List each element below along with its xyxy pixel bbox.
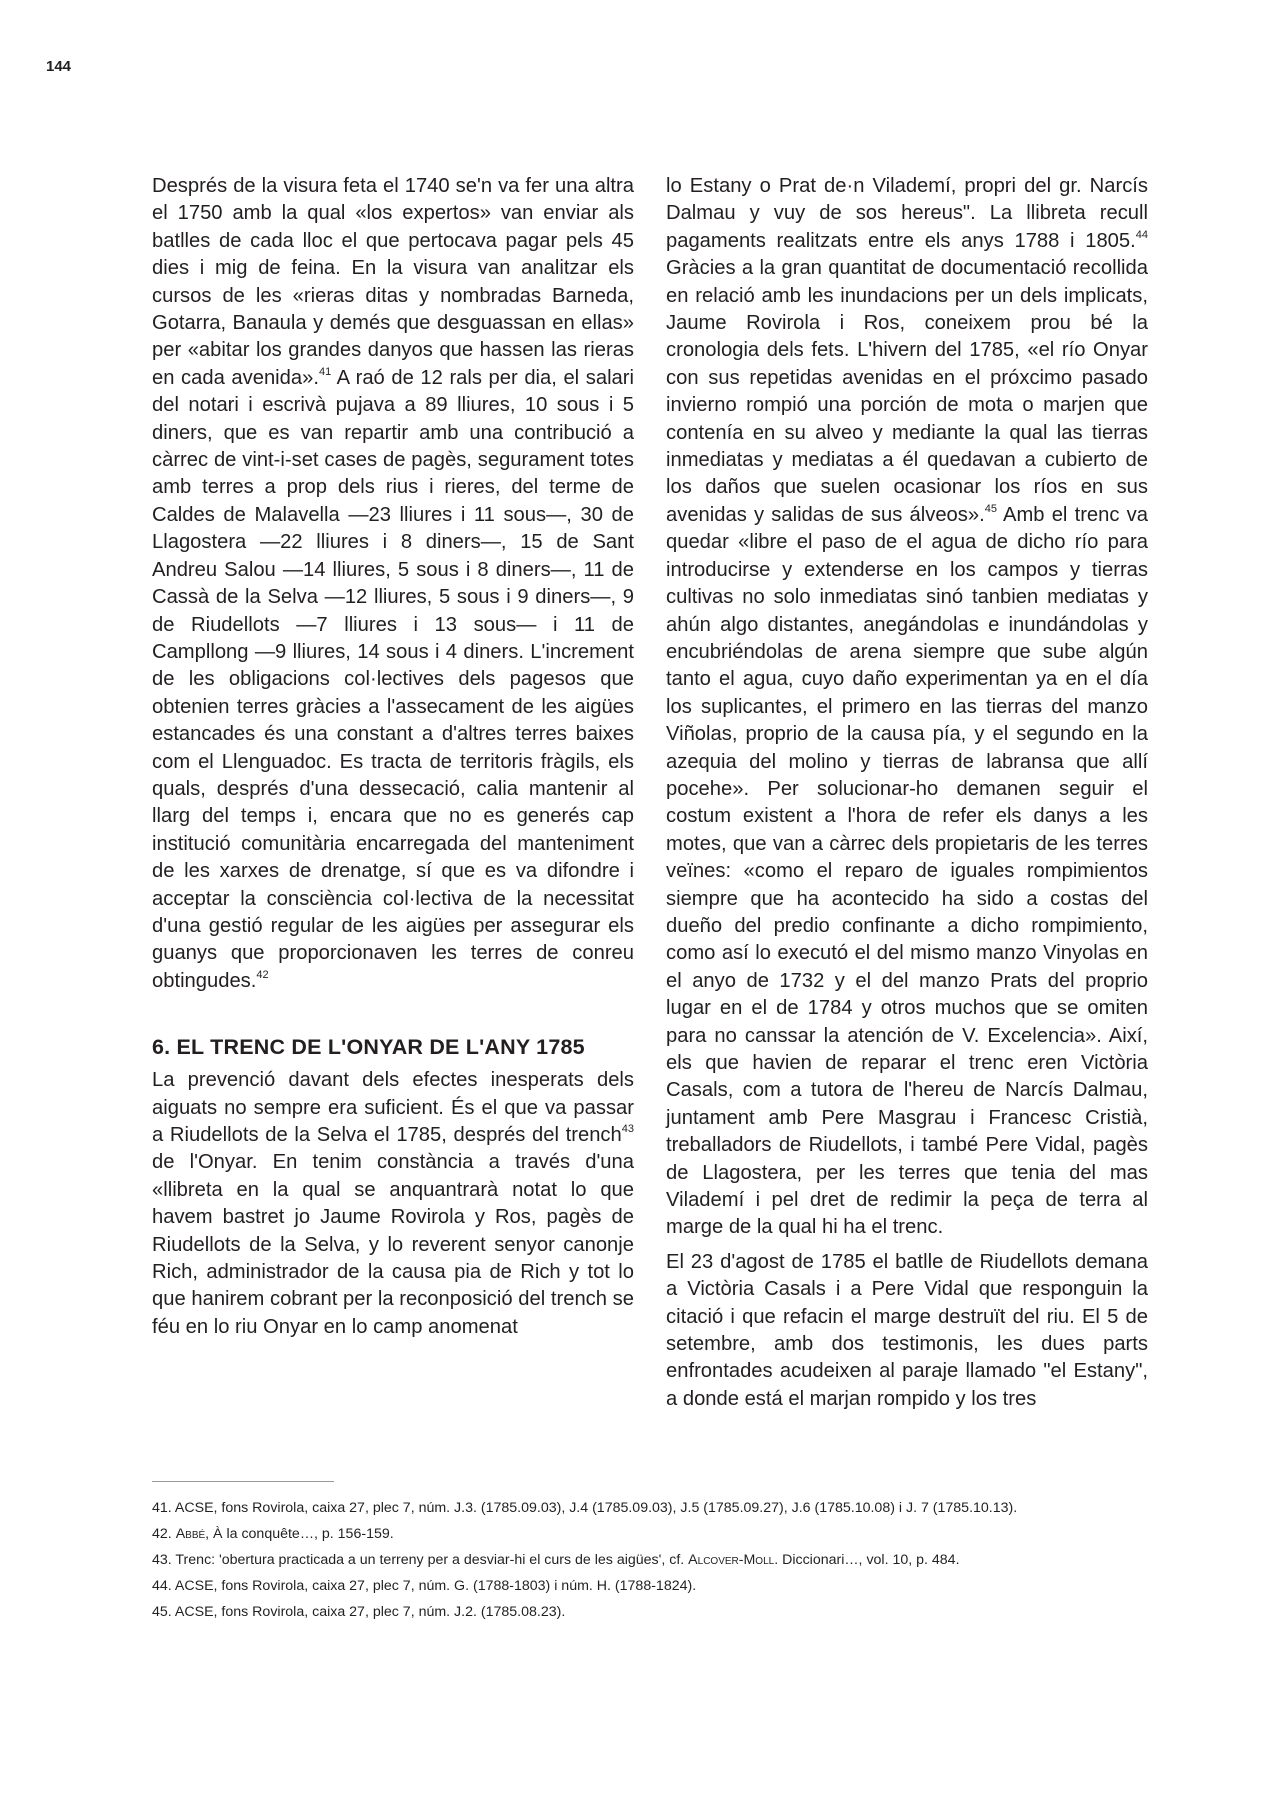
footnote-number: 43. xyxy=(152,1552,172,1568)
paragraph-text: La prevenció davant dels efectes inesperats dels aiguats no sempre era suficient. És el que va passar a Riudellots de la Selva el 1785, després del trench xyxy=(152,1069,634,1146)
footnote-text: ACSE, fons Rovirola, caixa 27, plec 7, núm. J.2. (1785.08.23). xyxy=(174,1604,566,1620)
page-number: 144 xyxy=(46,58,72,75)
footnote-number: 42. xyxy=(152,1526,172,1542)
body-paragraph xyxy=(666,173,1148,1242)
paragraph-text: de l'Onyar. En tenim constància a través d'una «llibreta en la qual se anquantrarà notat lo que havem bastret jo Jaume Rovirola y Ros, pagès de Riudellots de la Selva, y lo reverent senyor canonje Rich, administrador de la causa pia de Rich y tot lo que hanirem cobrant per la reconposició del trench se féu en lo riu Onyar en lo camp anomenat xyxy=(152,1151,634,1338)
paragraph-text: Amb el trenc va quedar «libre el paso de el agua de dicho río para introducirse y extenderse en los campos y tierras cultivas no solo inmediatas sinó tanbien mediatas y ahún algo distantes, anegándolas e inundándolas y encubriéndolas de arena siempre que sube algún tanto el agua, cuyo daño experimentan ya en el día los suplicantes, el primero en las tierras del manzo Viñolas, proprio de la causa pía, y el segundo en la azequia del molino y tierras de labransa que allí pocehe». Per solucionar-ho demanen seguir el costum existent a l'hora de refer els danys a les motes, que van a càrrec dels propietaris de les terres veïnes: «como el reparo de iguales rompimientos siempre que ha acontecido ha sido a costas del dueño del predio confinante a dicho rompimiento, como así lo executó el del mismo manzo Vinyolas en el anyo de 1732 y el del manzo Prats del proprio lugar en el de 1784 y otros muchos que se omiten para no canssar la atención de V. Excelencia». Així, els que havien de reparar el trenc eren Victòria Casals, com a tutora de l'hereu de Narcís Dalmau, juntament amb Pere Masgrau i Francesc Cristià, treballadors de Riudellots, i també Pere Vidal, pagès de Llagostera, per les terres que tenia del mas Vilademí i pel dret de redimir la peça de terra al marge de la qual hi ha el trenc. xyxy=(666,503,1148,1239)
footnote-text: ACSE, fons Rovirola, caixa 27, plec 7, núm. G. (1788-1803) i núm. H. (1788-1824). xyxy=(174,1578,697,1594)
paragraph-text: Gràcies a la gran quantitat de documentació recollida en relació amb les inundacions per un dels implicats, Jaume Rovirola i Ros, coneixem prou bé la cronologia dels fets. L'hivern del 1785, «el río Onyar con sus repetidas avenidas en el próxcimo pasado invierno rompió una porción de mota o marjen que contenía en su alveo y mediante la qual las tierras inmediatas y mediatas a él quedavan a cubierto de los daños que suelen ocasionar los ríos en sus avenidas y salidas de sus álveos». xyxy=(666,257,1148,526)
footnotes xyxy=(152,1498,1162,1628)
footnote-45 xyxy=(152,1602,1162,1623)
body-paragraph: El 23 d'agost de 1785 el batlle de Riudellots demana a Victòria Casals i a Pere Vidal que responguin la citació i que refacin el marge destruït del riu. El 5 de setembre, amb dos testimonis, les dues parts enfrontades acudeixen al paraje llamado "el Estany", a donde está el marjan rompido y los tres xyxy=(666,1250,1148,1410)
footnote-divider xyxy=(152,1481,334,1482)
footnote-ref-43[interactable]: 43 xyxy=(621,1123,634,1136)
footnote-text: ACSE, fons Rovirola, caixa 27, plec 7, núm. J.3. (1785.09.03), J.4 (1785.09.03), J.5 (1785.09.27), J.6 (1785.10.08) i J. 7 (1785.10.13). xyxy=(174,1500,1018,1516)
footnote-ref-45[interactable]: 45 xyxy=(984,503,997,516)
footnote-43 xyxy=(152,1550,1162,1571)
footnote-text: , À la conquête…, p. 156-159. xyxy=(205,1526,394,1542)
footnote-text: . Diccionari…, vol. 10, p. 484. xyxy=(774,1552,960,1568)
body-paragraph xyxy=(152,173,634,995)
section-heading: 6. EL TRENC DE L'ONYAR DE L'ANY 1785 xyxy=(152,1035,585,1060)
footnote-41 xyxy=(152,1498,1162,1519)
right-column xyxy=(666,173,1148,1413)
paragraph-text: A raó de 12 rals per dia, el salari del notari i escrivà pujava a 89 lliures, 10 sous i 5 diners, que es van repartir amb una contribució a càrrec de vint-i-set cases de pagès, segurament totes amb terres a prop dels rius i rieres, del terme de Caldes de Malavella —23 lliures i 11 sous—, 30 de Llagostera —22 lliures i 8 diners—, 15 de Sant Andreu Salou —14 lliures, 5 sous i 8 diners—, 11 de Cassà de la Selva —12 lliures, 5 sous i 9 diners—, 9 de Riudellots —7 lliures i 13 sous— i 11 de Campllong —9 lliures, 14 sous i 4 diners. L'increment de les obligacions col·lectives dels pagesos que obtenien terres gràcies a l'assecament de les aigües estancades és una constant a d'altres terres baixes com el Llenguadoc. Es tracta de territoris fràgils, els quals, després d'una dessecació, calia mantenir al llarg del temps i, encara que no es generés cap institució comunitària encarregada del manteniment de les xarxes de drenatge, sí que es va difondre i acceptar la consciència col·lectiva de la necessitat d'una gestió regular de les aigües per assegurar els guanys que proporcionaven les terres de conreu obtingudes. xyxy=(152,366,634,992)
footnote-number: 41. xyxy=(152,1500,172,1516)
footnote-author: Abbé xyxy=(175,1526,206,1542)
footnote-42 xyxy=(152,1524,1162,1545)
footnote-ref-42[interactable]: 42 xyxy=(256,969,269,982)
footnote-ref-44[interactable]: 44 xyxy=(1135,229,1148,242)
left-column xyxy=(152,173,634,1341)
footnote-text: Trenc: 'obertura practicada a un terreny per a desviar-hi el curs de les aigües', cf. xyxy=(175,1552,689,1568)
footnote-ref-41[interactable]: 41 xyxy=(318,366,332,379)
footnote-number: 44. xyxy=(152,1578,172,1594)
footnote-44 xyxy=(152,1576,1162,1597)
footnote-author: Alcover-Moll xyxy=(688,1552,775,1568)
paragraph-text: lo Estany o Prat de·n Vilademí, propri del gr. Narcís Dalmau y vuy de sos hereus". La llibreta recull pagaments realitzats entre els anys 1788 i 1805. xyxy=(666,175,1148,252)
body-paragraph xyxy=(152,1067,634,1341)
paragraph-text: Després de la visura feta el 1740 se'n va fer una altra el 1750 amb la qual «los expertos» van enviar als batlles de cada lloc el que pertocava pagar pels 45 dies i mig de feina. En la visura van analitzar els cursos de les «rieras ditas y nombradas Barneda, Gotarra, Banaula y demés que desguassan en ellas» per «abitar los grandes danyos que hassen las rieras en cada avenida». xyxy=(152,175,634,389)
footnote-number: 45. xyxy=(152,1604,172,1620)
